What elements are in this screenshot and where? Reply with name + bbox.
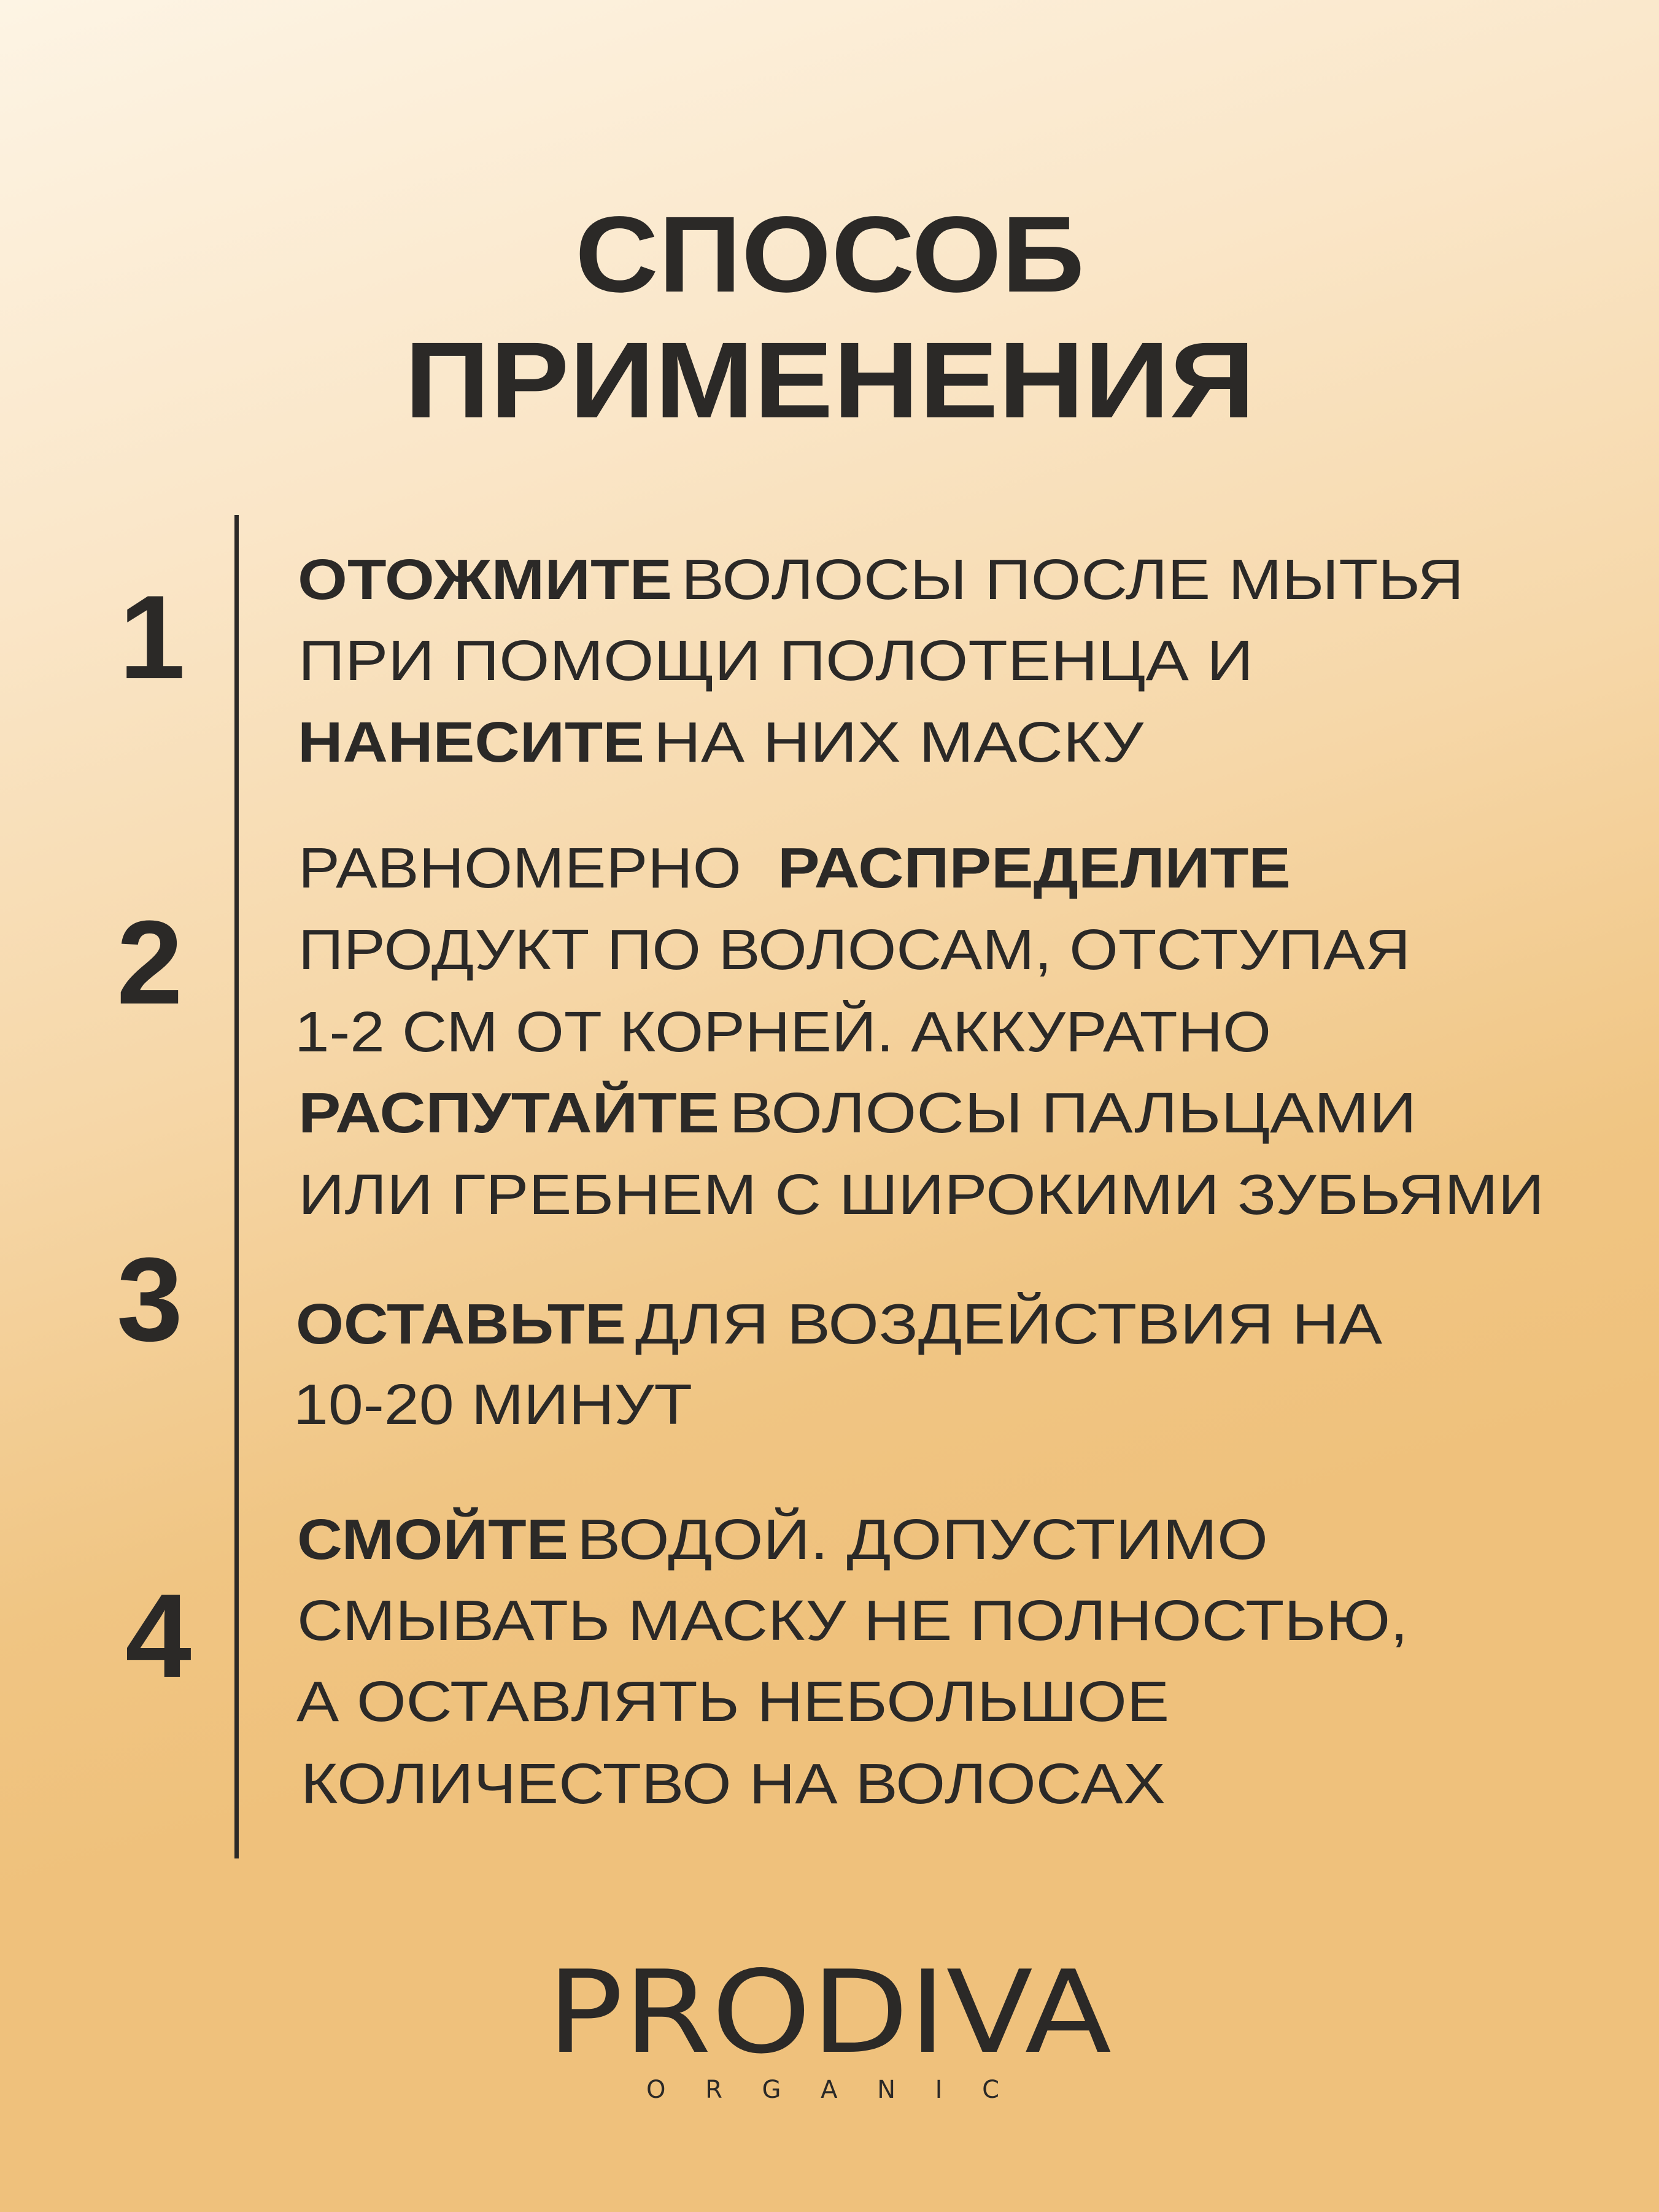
step-4-line-3-text: А ОСТАВЛЯТЬ НЕБОЛЬШОЕ [296, 1669, 1169, 1733]
page-title [404, 195, 1255, 441]
title-line-1: СПОСОБ [575, 195, 1085, 315]
step-1-line-1 [298, 547, 1464, 611]
brand-tagline: ORGANIC [646, 2076, 999, 2104]
step-4-action-rinse: СМОЙТЕ [297, 1507, 568, 1571]
step-number-2: 2 [117, 896, 183, 1029]
step-3-text [293, 1292, 1382, 1436]
step-4-line-3 [296, 1669, 1169, 1733]
step-1-line-3-rest: НА НИХ МАСКУ [654, 710, 1145, 774]
step-1-line-2 [298, 628, 1253, 692]
step-4-line-1-rest: ВОДОЙ. ДОПУСТИМО [577, 1507, 1268, 1571]
step-number-4: 4 [125, 1569, 191, 1703]
step-2-line-5 [298, 1162, 1544, 1226]
brand-name: PRODIVA [547, 1946, 1112, 2079]
step-2-line-5-text: ИЛИ ГРЕБНЕМ С ШИРОКИМИ ЗУБЬЯМИ [298, 1162, 1544, 1226]
step-1-text [298, 547, 1464, 774]
step-3-line-2-text: 10-20 МИНУТ [293, 1372, 692, 1436]
step-2-text [295, 836, 1544, 1226]
step-1-action-wring: ОТОЖМИТЕ [298, 547, 672, 611]
step-2-line-3-text: 1-2 СМ ОТ КОРНЕЙ. АККУРАТНО [295, 1000, 1271, 1064]
step-3-action-leave: ОСТАВЬТЕ [296, 1292, 626, 1356]
step-1-line-2-text: ПРИ ПОМОЩИ ПОЛОТЕНЦА И [298, 628, 1253, 692]
step-4-line-1 [297, 1507, 1268, 1571]
vertical-divider [234, 515, 239, 1858]
step-3-line-1 [296, 1292, 1382, 1356]
step-2-line-3 [295, 1000, 1271, 1064]
step-1-line-1-rest: ВОЛОСЫ ПОСЛЕ МЫТЬЯ [681, 547, 1464, 611]
step-1-line-3 [298, 710, 1144, 774]
title-line-2: ПРИМЕНЕНИЯ [404, 320, 1255, 441]
brand-logo [547, 1946, 1112, 2104]
step-2-line-1 [298, 836, 1291, 900]
step-3-line-1-rest: ДЛЯ ВОЗДЕЙСТВИЯ НА [635, 1292, 1382, 1356]
step-2-action-distribute: РАСПРЕДЕЛИТЕ [778, 836, 1291, 900]
step-2-line-4-rest: ВОЛОСЫ ПАЛЬЦАМИ [729, 1081, 1417, 1145]
step-2-line-1-pre: РАВНОМЕРНО [298, 836, 759, 900]
step-4-line-4-text: КОЛИЧЕСТВО НА ВОЛОСАХ [301, 1752, 1166, 1816]
step-4-line-4 [301, 1752, 1166, 1816]
step-2-line-2 [298, 918, 1410, 981]
step-2-action-detangle: РАСПУТАЙТЕ [298, 1081, 719, 1145]
step-4-line-2-text: СМЫВАТЬ МАСКУ НЕ ПОЛНОСТЬЮ, [297, 1588, 1408, 1652]
step-2-line-4 [298, 1081, 1417, 1145]
step-2-line-2-text: ПРОДУКТ ПО ВОЛОСАМ, ОТСТУПАЯ [298, 918, 1410, 981]
step-number-1: 1 [119, 571, 185, 704]
step-numbers [117, 571, 191, 1703]
step-4-line-2 [297, 1588, 1408, 1652]
step-number-3: 3 [117, 1233, 183, 1366]
step-1-action-apply: НАНЕСИТЕ [298, 710, 644, 774]
step-3-line-2 [293, 1372, 692, 1436]
step-4-text [296, 1507, 1408, 1816]
